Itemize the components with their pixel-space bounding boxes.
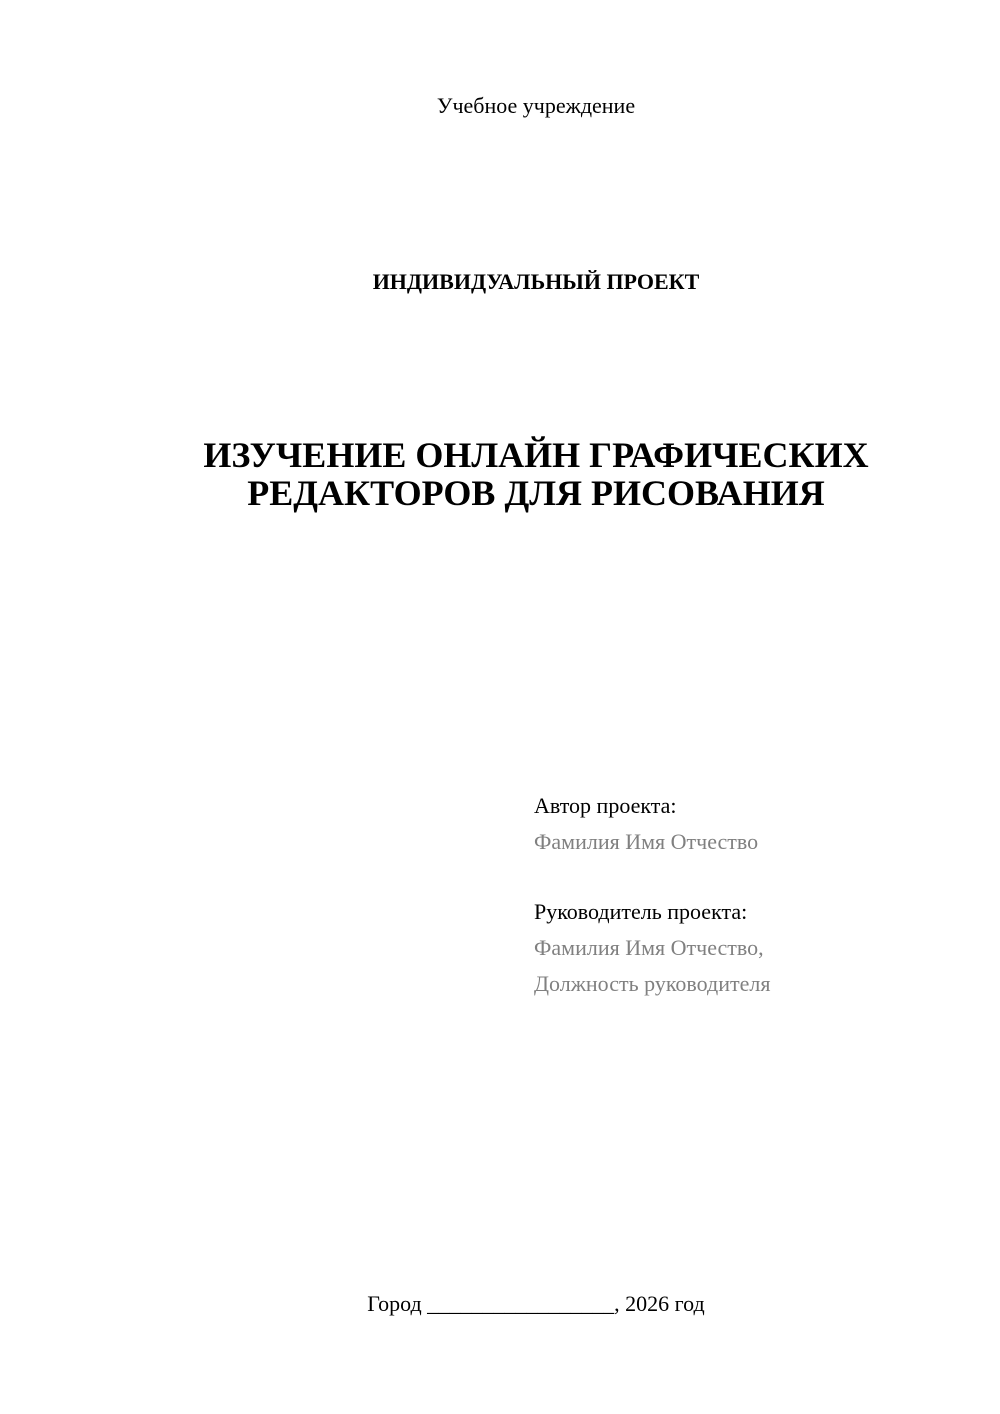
project-title-line-1: ИЗУЧЕНИЕ ОНЛАЙН ГРАФИЧЕСКИХ	[203, 435, 869, 475]
author-label: Автор проекта:	[534, 793, 677, 818]
city-year-line: Город _________________, 2026 год	[367, 1291, 705, 1316]
supervisor-position: Должность руководителя	[534, 971, 771, 996]
author-name: Фамилия Имя Отчество	[534, 829, 759, 854]
project-title-line-2: РЕДАКТОРОВ ДЛЯ РИСОВАНИЯ	[247, 473, 825, 513]
institution-name: Учебное учреждение	[436, 93, 636, 118]
document-type: ИНДИВИДУАЛЬНЫЙ ПРОЕКТ	[372, 269, 700, 294]
project-credits	[534, 788, 974, 1002]
project-title	[0, 436, 1000, 512]
supervisor-name: Фамилия Имя Отчество,	[534, 935, 764, 960]
credits-spacer	[534, 860, 974, 894]
supervisor-label: Руководитель проекта:	[534, 899, 748, 924]
